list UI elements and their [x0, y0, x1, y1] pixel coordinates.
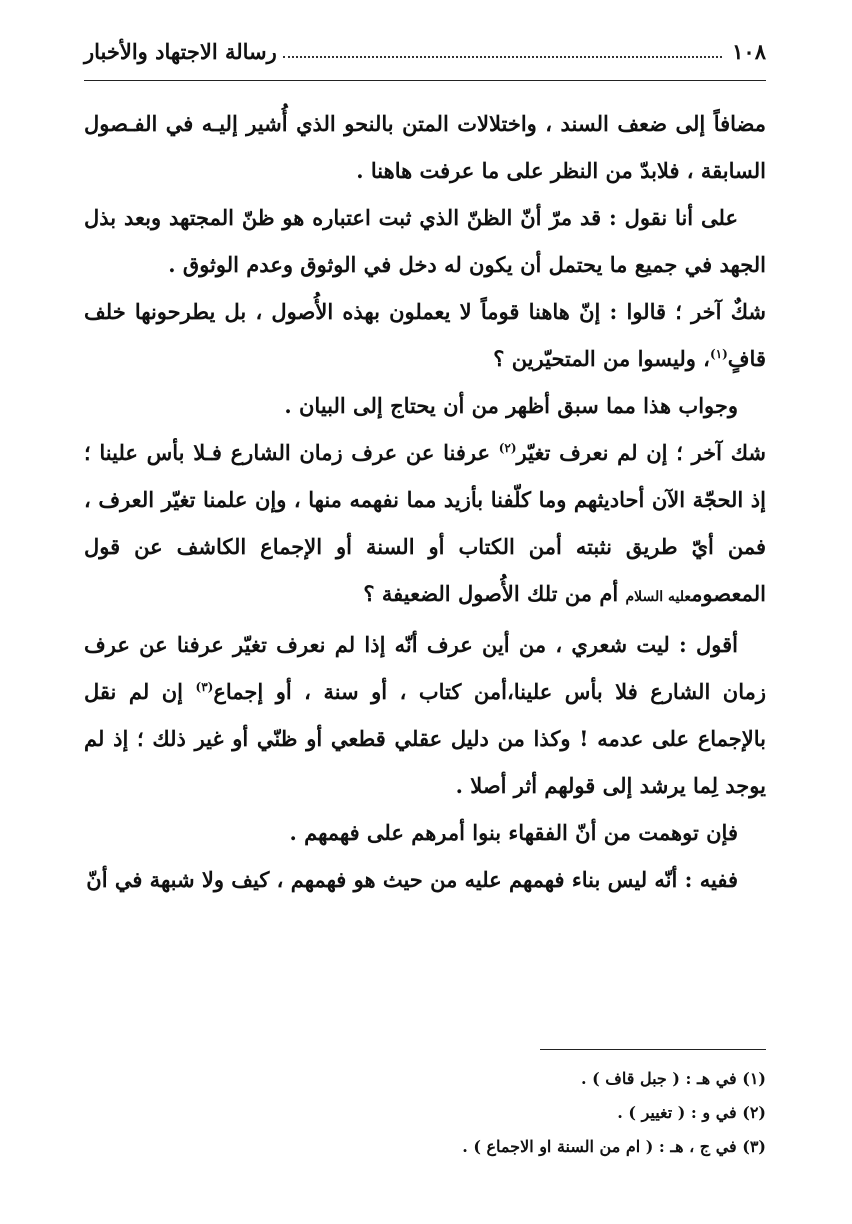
paragraph-3: [84, 288, 766, 382]
paragraph-6-text-end: إن لم نقل بالإجماع على عدمه ! وكذا من دليل عقلي قطعي أو ظنّي أو غير ذلك ؛ إذ لم يوجد لِما يرشد إلى قولهم أثر أصلا .: [84, 679, 766, 798]
main-text: [84, 100, 766, 903]
book-page: [84, 0, 766, 1224]
page-number: ١٠٨: [732, 38, 766, 64]
header-rule: [84, 80, 766, 81]
paragraph-5-text-end: أم من تلك الأُصول الضعيفة ؟: [363, 581, 626, 606]
footnote-ref-2[interactable]: (٢): [498, 441, 517, 455]
paragraph-2: على أنا نقول : قد مرّ أنّ الظنّ الذي ثبت اعتباره هو ظنّ المجتهد وبعد بذل الجهد في جميع ما يحتمل أن يكون له دخل في الوثوق وعدم الوثوق .: [84, 205, 766, 277]
paragraph-5-text-middle: عرفنا عن عرف زمان الشارع فـلا بأس علينا ؛ إذ الحجّة الآن أحاديثهم وما كلّفنا بأزيد مما نفهمه منها ، وإن علمنا تغيّر العرف ، فمن أيّ طريق نثبته أمن الكتاب أو السنة أو الإجماع الكاشف عن قول المعصوم: [84, 440, 766, 606]
footnote-rule: [540, 1049, 766, 1050]
paragraph-8: ففيه : أنّه ليس بناء فهمهم عليه من حيث هو فهمهم ، كيف ولا شبهة في أنّ: [86, 867, 738, 892]
paragraph-6-text: أقول : ليت شعري ، من أين عرف أنّه إذا لم نعرف تغيّر عرفنا عن عرف زمان الشارع فلا بأس علينا،أمن كتاب ، أو سنة ، أو إجماع: [84, 632, 766, 704]
paragraph-3-text: شكٌ آخر ؛ قالوا : إنّ هاهنا قوماً لا يعملون بهذه الأُصول ، بل يطرحونها خلف قافٍ: [84, 299, 766, 371]
header-leader-dots: [283, 56, 722, 58]
paragraph-1: مضافاً إلى ضعف السند ، واختلالات المتن بالنحو الذي أُشير إليـه في الفـصول السابقة ، فلابدّ من النظر على ما عرفت هاهنا .: [84, 111, 766, 183]
paragraph-5: [84, 429, 766, 621]
paragraph-5-text: شك آخر ؛ إن لم نعرف تغيّر: [516, 440, 766, 465]
running-title: رسالة الاجتهاد والأخبار: [84, 38, 277, 64]
footnote-ref-3[interactable]: (٣): [195, 680, 214, 694]
paragraph-6: [84, 621, 766, 809]
footnote-ref-1[interactable]: (١): [709, 347, 728, 361]
footnote-3: (٣) في ج ، هـ : ( ام من السنة او الاجماع ) .: [462, 1137, 766, 1156]
honorific-symbol: عليه السلام: [625, 589, 692, 605]
paragraph-4: وجواب هذا مما سبق أظهر من أن يحتاج إلى البيان .: [284, 393, 738, 418]
paragraph-7: فإن توهمت من أنّ الفقهاء بنوا أمرهم على فهمهم .: [289, 820, 738, 845]
page-header: [84, 34, 766, 68]
footnote-1: (١) في هـ : ( جبل قاف ) .: [581, 1069, 766, 1088]
footnotes: [84, 1062, 766, 1164]
footnote-2: (٢) في و : ( تغيير ) .: [617, 1103, 766, 1122]
paragraph-3-text-end: ، وليسوا من المتحيّرين ؟: [493, 346, 710, 371]
